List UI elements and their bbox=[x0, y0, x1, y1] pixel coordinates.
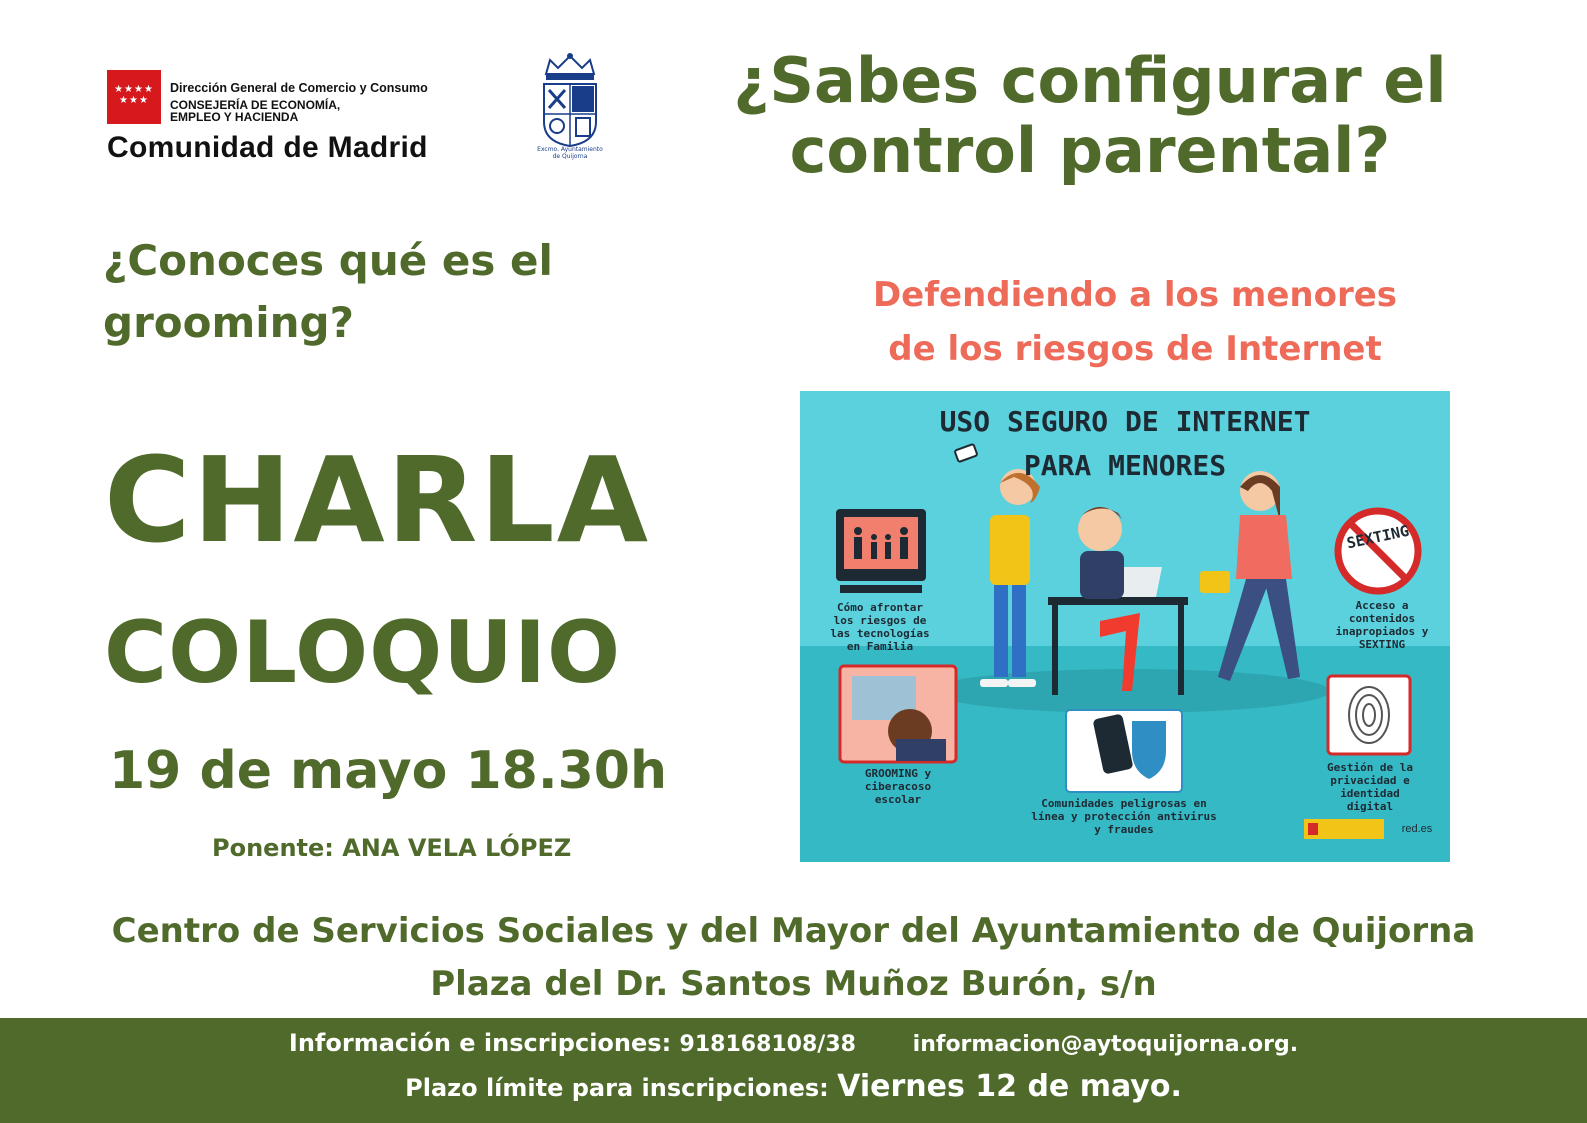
topic-privacy: Gestión de la privacidad e identidad digital bbox=[1326, 761, 1414, 813]
grooming-question bbox=[103, 230, 663, 354]
coat-of-arms-icon bbox=[540, 52, 600, 147]
speaker-name: ANA VELA LÓPEZ bbox=[342, 834, 572, 862]
event-type-coloquio: COLOQUIO bbox=[104, 603, 622, 703]
subtitle-line2: de los riesgos de Internet bbox=[888, 329, 1382, 369]
main-question-line1: ¿Sabes configurar el bbox=[733, 44, 1447, 117]
sexting-sign-label: SEXTING bbox=[1345, 521, 1411, 553]
footer-deadline-line bbox=[0, 1068, 1587, 1107]
topic-family: Cómo afrontar los riesgos de las tecnologías en Familia bbox=[830, 601, 930, 653]
deadline-label: Plazo límite para inscripciones: bbox=[405, 1074, 829, 1102]
quijorna-crest bbox=[537, 52, 603, 167]
footer-bar bbox=[0, 1018, 1587, 1123]
madrid-ministry-line2: EMPLEO Y HACIENDA bbox=[170, 110, 299, 124]
infographic-title-line1: USO SEGURO DE INTERNET bbox=[939, 405, 1311, 438]
main-question bbox=[700, 46, 1480, 186]
event-date-time: 19 de mayo 18.30h bbox=[109, 741, 667, 801]
deadline-value: Viernes 12 de mayo. bbox=[837, 1069, 1182, 1104]
subtitle bbox=[830, 268, 1440, 376]
contact-email: informacion@aytoquijorna.org. bbox=[912, 1032, 1299, 1057]
speaker bbox=[212, 832, 571, 864]
grooming-question-line1: ¿Conoces qué es el bbox=[103, 236, 553, 285]
location-venue: Centro de Servicios Sociales y del Mayor del Ayuntamiento de Quijorna bbox=[111, 911, 1476, 951]
speaker-label: Ponente: bbox=[212, 834, 334, 862]
subtitle-line1: Defendiendo a los menores bbox=[872, 275, 1398, 315]
redes-brand: red.es bbox=[1401, 823, 1433, 835]
phone-number: 918168108/38 bbox=[679, 1032, 856, 1057]
comunidad-madrid-logo bbox=[107, 70, 487, 170]
info-label: Información e inscripciones: bbox=[288, 1029, 672, 1057]
topic-sexting: Acceso a contenidos inapropiados y SEXTING bbox=[1335, 599, 1429, 651]
quijorna-caption: Excmo. Ayuntamiento de Quijorna bbox=[537, 146, 603, 160]
footer-contact-line bbox=[0, 1026, 1587, 1062]
madrid-flag-icon: ★★★★ ★★★ bbox=[107, 70, 161, 124]
family-monitor-icon bbox=[836, 509, 926, 593]
madrid-name: Comunidad de Madrid bbox=[107, 131, 428, 164]
infographic bbox=[800, 391, 1450, 862]
main-question-line2: control parental? bbox=[789, 114, 1391, 187]
madrid-department: Dirección General de Comercio y Consumo bbox=[170, 81, 428, 95]
event-type-charla: CHARLA bbox=[104, 431, 651, 569]
grooming-question-line2: grooming? bbox=[103, 298, 354, 347]
infographic-title-line2: PARA MENORES bbox=[1023, 449, 1227, 482]
topic-communities: Comunidades peligrosas en línea y protección antivirus y fraudes bbox=[1031, 797, 1217, 836]
topic-grooming: GROOMING y ciberacoso escolar bbox=[864, 767, 932, 806]
location-address: Plaza del Dr. Santos Muñoz Burón, s/n bbox=[430, 964, 1157, 1004]
madrid-ministry-line1: CONSEJERÍA DE ECONOMÍA, bbox=[170, 98, 341, 112]
